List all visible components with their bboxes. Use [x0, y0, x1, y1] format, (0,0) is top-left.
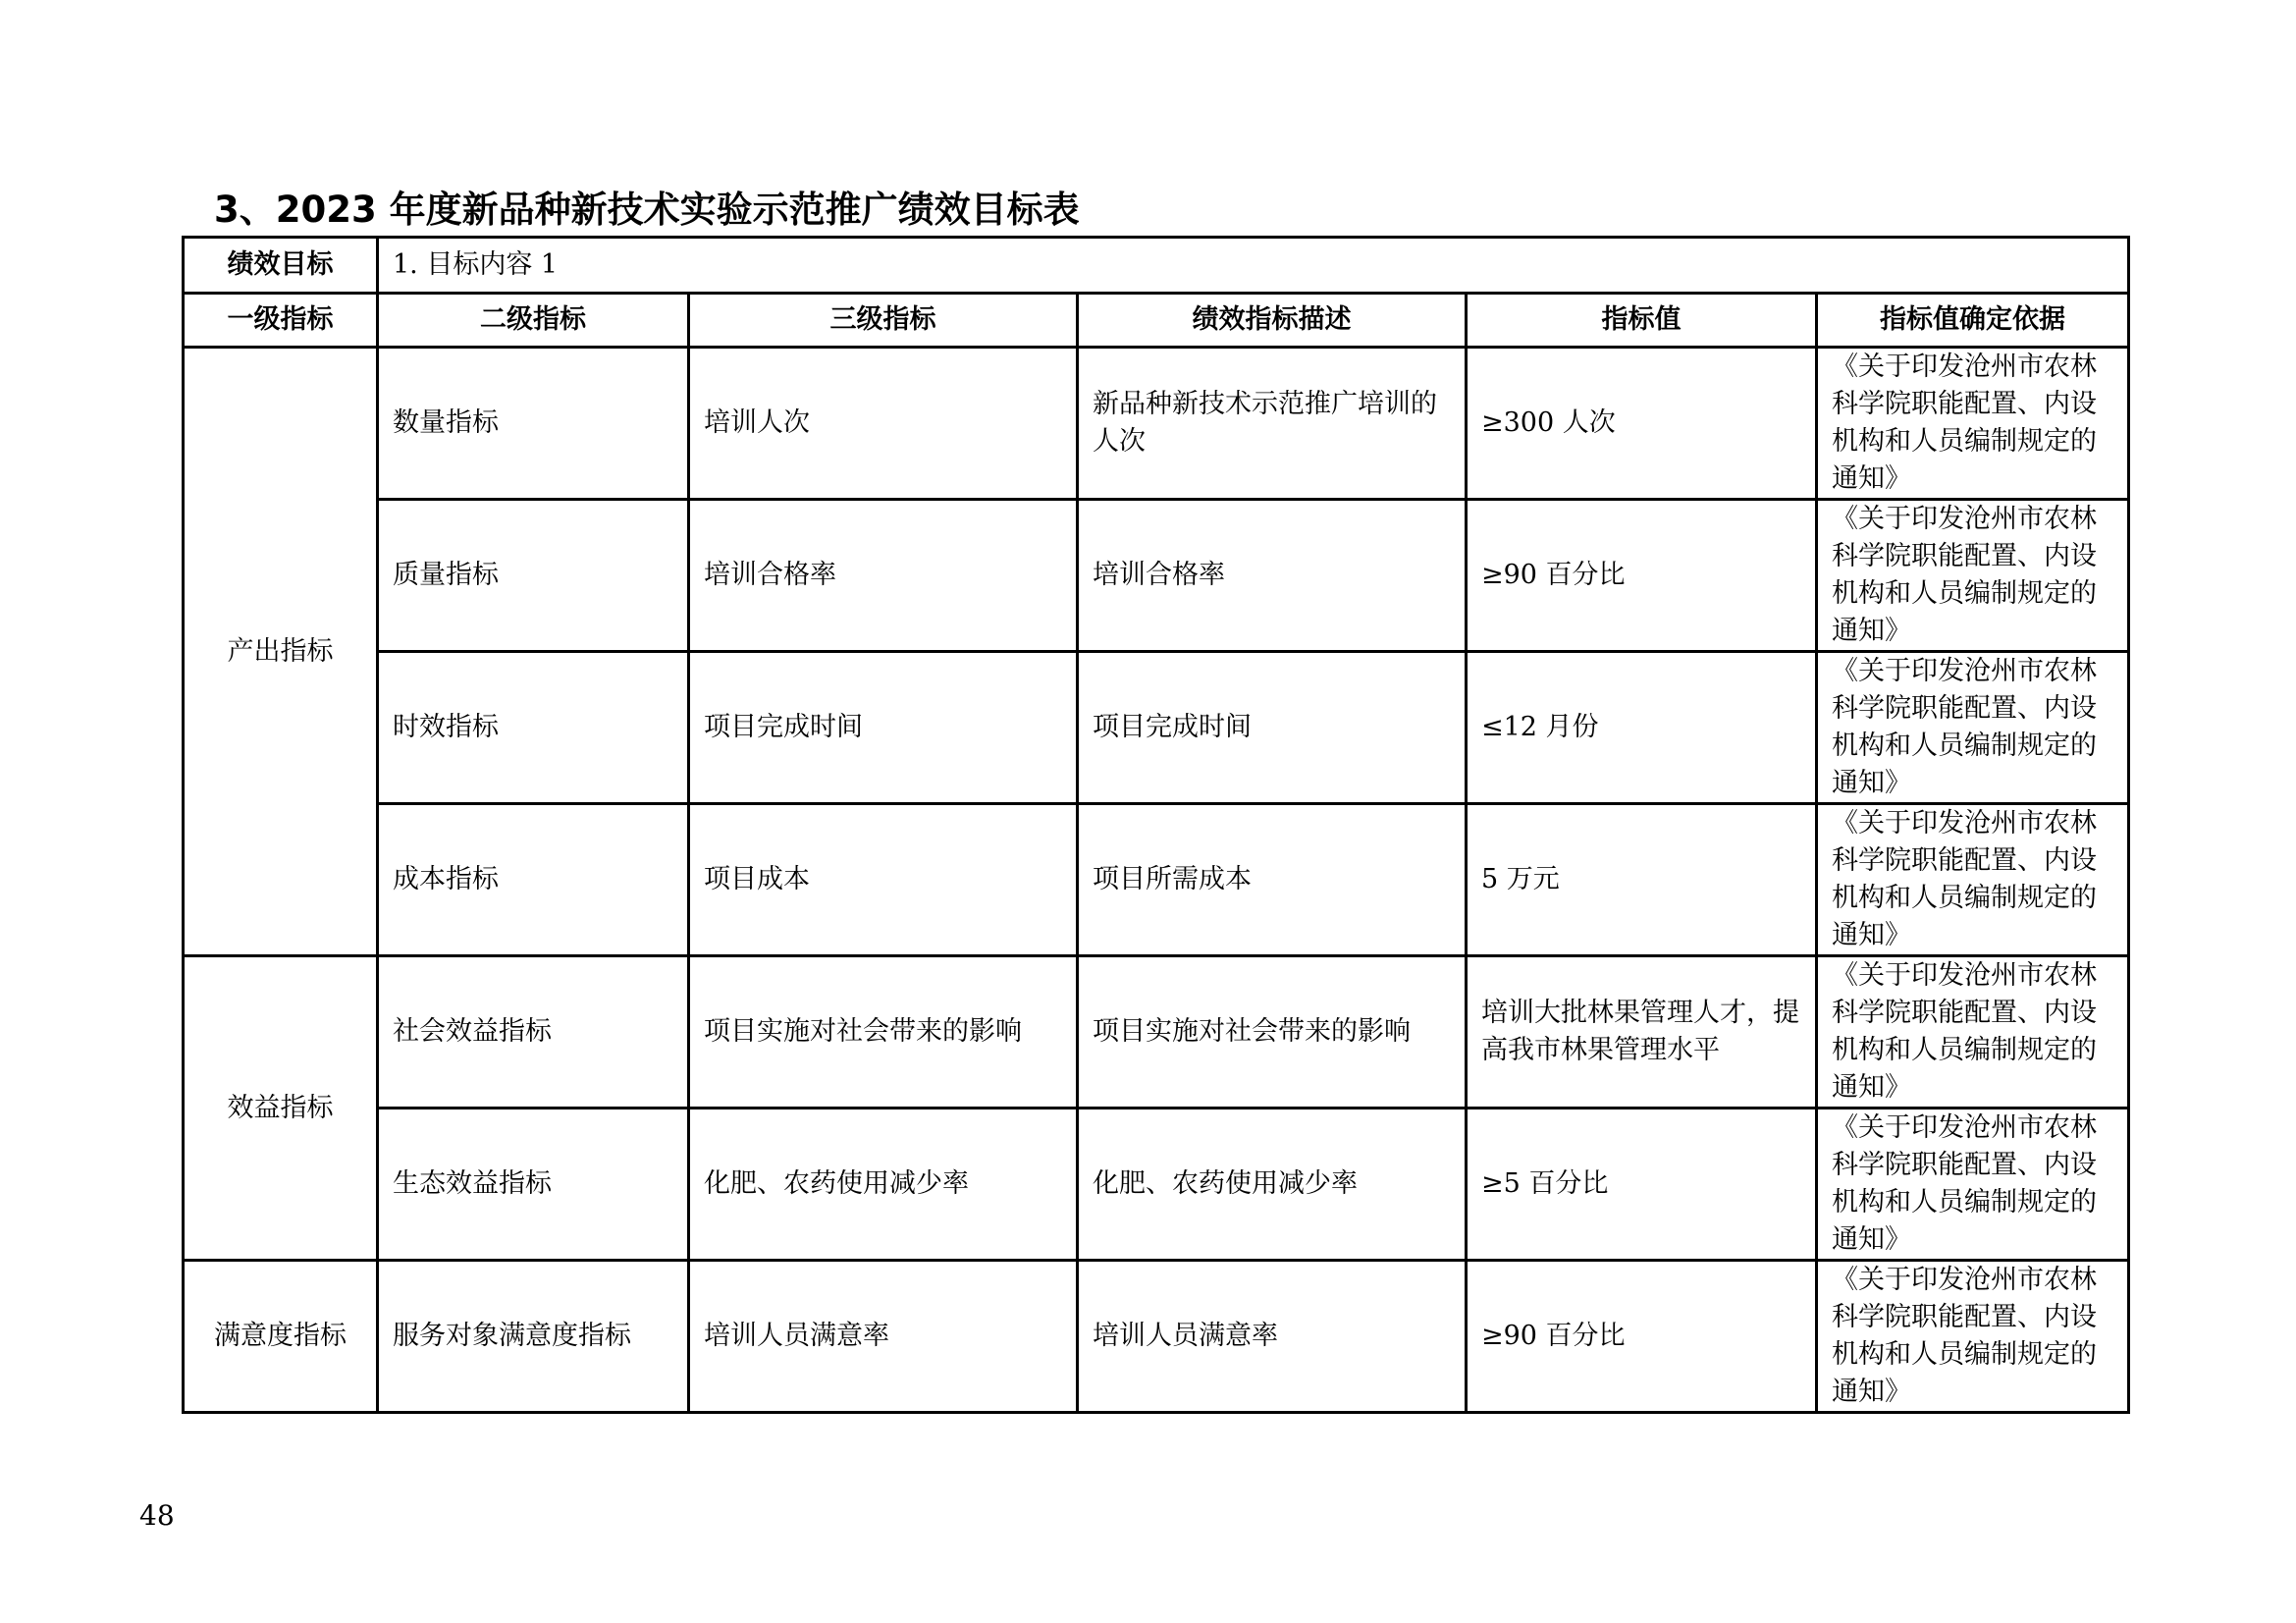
- value-cell: ≥5 百分比: [1467, 1109, 1817, 1261]
- header-value: 指标值: [1467, 294, 1817, 348]
- level3-cell: 培训人次: [689, 348, 1078, 500]
- level2-cell: 生态效益指标: [378, 1109, 689, 1261]
- value-cell: ≤12 月份: [1467, 652, 1817, 804]
- header-level2: 二级指标: [378, 294, 689, 348]
- table-row: [184, 956, 2129, 1109]
- level2-cell: 社会效益指标: [378, 956, 689, 1109]
- level2-cell: 质量指标: [378, 500, 689, 652]
- table-row: [184, 1109, 2129, 1261]
- goal-content-cell: 1. 目标内容 1: [378, 238, 2129, 294]
- basis-cell: 《关于印发沧州市农林科学院职能配置、内设机构和人员编制规定的通知》: [1817, 500, 2129, 652]
- level2-cell: 时效指标: [378, 652, 689, 804]
- level2-cell: 数量指标: [378, 348, 689, 500]
- header-basis: 指标值确定依据: [1817, 294, 2129, 348]
- description-cell: 新品种新技术示范推广培训的人次: [1078, 348, 1467, 500]
- basis-cell: 《关于印发沧州市农林科学院职能配置、内设机构和人员编制规定的通知》: [1817, 1261, 2129, 1413]
- description-cell: 培训合格率: [1078, 500, 1467, 652]
- level3-cell: 培训合格率: [689, 500, 1078, 652]
- table-row: [184, 652, 2129, 804]
- goal-label-cell: 绩效目标: [184, 238, 378, 294]
- basis-cell: 《关于印发沧州市农林科学院职能配置、内设机构和人员编制规定的通知》: [1817, 956, 2129, 1109]
- performance-goal-table: [182, 236, 2130, 1414]
- basis-cell: 《关于印发沧州市农林科学院职能配置、内设机构和人员编制规定的通知》: [1817, 348, 2129, 500]
- header-description: 绩效指标描述: [1078, 294, 1467, 348]
- table-row: [184, 804, 2129, 956]
- value-cell: ≥300 人次: [1467, 348, 1817, 500]
- basis-cell: 《关于印发沧州市农林科学院职能配置、内设机构和人员编制规定的通知》: [1817, 652, 2129, 804]
- level3-cell: 化肥、农药使用减少率: [689, 1109, 1078, 1261]
- header-row: [184, 294, 2129, 348]
- description-cell: 项目完成时间: [1078, 652, 1467, 804]
- description-cell: 培训人员满意率: [1078, 1261, 1467, 1413]
- document-title: 3、2023 年度新品种新技术实验示范推广绩效目标表: [214, 189, 1080, 231]
- level3-cell: 项目完成时间: [689, 652, 1078, 804]
- value-cell: ≥90 百分比: [1467, 1261, 1817, 1413]
- table-row: [184, 1261, 2129, 1413]
- level3-cell: 项目成本: [689, 804, 1078, 956]
- table-row: [184, 500, 2129, 652]
- level1-cell-satisfaction: 满意度指标: [184, 1261, 378, 1413]
- header-level3: 三级指标: [689, 294, 1078, 348]
- level3-cell: 项目实施对社会带来的影响: [689, 956, 1078, 1109]
- header-level1: 一级指标: [184, 294, 378, 348]
- level1-cell-output: 产出指标: [184, 348, 378, 956]
- goal-row: [184, 238, 2129, 294]
- basis-cell: 《关于印发沧州市农林科学院职能配置、内设机构和人员编制规定的通知》: [1817, 804, 2129, 956]
- table-row: [184, 348, 2129, 500]
- basis-cell: 《关于印发沧州市农林科学院职能配置、内设机构和人员编制规定的通知》: [1817, 1109, 2129, 1261]
- performance-goal-table-container: [182, 236, 2127, 1414]
- value-cell: 5 万元: [1467, 804, 1817, 956]
- page-number: 48: [139, 1499, 175, 1532]
- level3-cell: 培训人员满意率: [689, 1261, 1078, 1413]
- value-cell: ≥90 百分比: [1467, 500, 1817, 652]
- description-cell: 化肥、农药使用减少率: [1078, 1109, 1467, 1261]
- level2-cell: 成本指标: [378, 804, 689, 956]
- level1-cell-benefit: 效益指标: [184, 956, 378, 1261]
- description-cell: 项目所需成本: [1078, 804, 1467, 956]
- value-cell: 培训大批林果管理人才，提高我市林果管理水平: [1467, 956, 1817, 1109]
- level2-cell: 服务对象满意度指标: [378, 1261, 689, 1413]
- description-cell: 项目实施对社会带来的影响: [1078, 956, 1467, 1109]
